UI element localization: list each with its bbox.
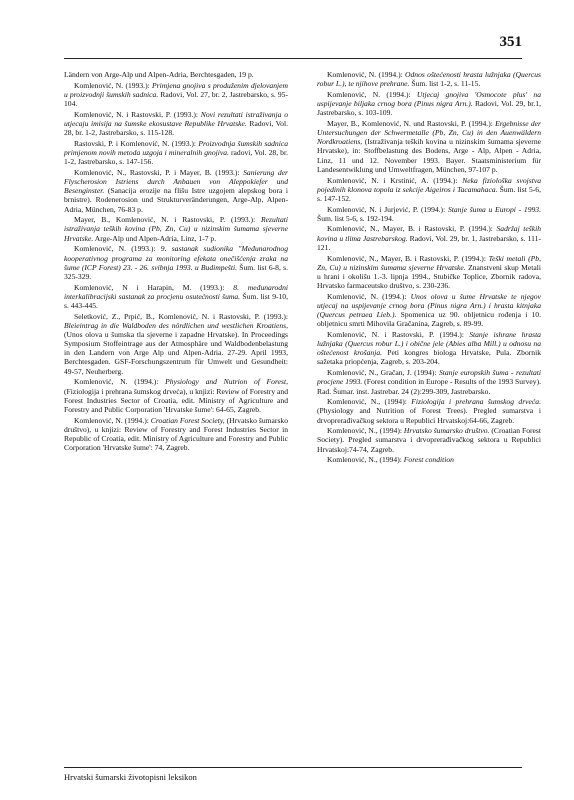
entry-title: Physiology and Nutrion of Forest,	[165, 377, 288, 387]
entry-title: Croatian Forest Society,	[150, 415, 225, 425]
entry-title: Proizvodnja šumskih sadnica primjenom novih metoda uzgoja i mineralnih gnojiva.	[64, 138, 288, 158]
bibliography-entry	[317, 90, 541, 117]
entry-text: Spomenica uz 90. obljetnicu rođenja i 10. obljetnicu smrti Mihovila Gračanina, Zagreb, s. 89-99.	[317, 310, 542, 329]
entry-text: Rastovski, P. i Komlenović, N. (1993.):	[74, 138, 199, 148]
bibliography-entry	[317, 368, 541, 395]
bibliography-entry	[64, 377, 288, 414]
bibliography-entry	[64, 283, 288, 310]
bibliography-entry	[317, 330, 541, 367]
entry-text: Komlenović, N., (1994):	[327, 397, 412, 407]
entry-text: Radovi, Vol. 27, br. 2, Jastrebarsko, s. 95-104.	[64, 89, 288, 109]
entry-text: Šum. list 5-6, s. 192-194.	[317, 213, 394, 223]
entry-text: (Hrvatsko šumarsko društvo), u knjizi: Review of Forestry and Forest Industries Sector in Republic of Croatia, edit. Ministry of Agriculture and Forestry and Public Corporation 'Hrvatske šume': 74, Zagreb.	[64, 415, 288, 453]
entry-title: Fiziologija i prehrana šumskog drveća.	[411, 397, 541, 407]
left-column	[64, 70, 288, 454]
entry-text: Komlenović, N. (1994.):	[327, 89, 417, 99]
entry-text: (Physiology and Nutrition of Forest Trees). Pregled sumarstva i drvoprerađivačkog sektora u Republici Hrvatskoj:64-66, Zagreb.	[317, 406, 541, 425]
bibliography-entry	[317, 176, 541, 203]
entry-title: Sadržaj teških kovina u tlima Jastrebarskog.	[317, 224, 541, 243]
entry-title: Neka fiziološka svojstva pojedinih klonova topola iz sekcije Aigeiros i Tacamahaca.	[317, 175, 541, 194]
bibliography-entry	[317, 224, 541, 251]
entry-title: Forest condition	[403, 455, 454, 465]
entry-text: Komlenović, N., (1994):	[327, 455, 404, 465]
bibliography-entry	[64, 70, 288, 79]
entry-title: 9. sastanak sudionika "Međunarodnog kooperativnog programa za monitoring efekata onečišćenja zraka na šume (ICP Forest) 23. - 26. svibnja 1993. u Budimpešti.	[64, 244, 288, 272]
entry-title: Rezultati istraživanja teških kovina (Pb, Zn, Cu) u nizinskim šumama sjeverne Hrvatske.	[64, 215, 288, 243]
entry-text: Komlenović, N. (1994.):	[74, 415, 151, 425]
entry-text: Radovi, Vol. 28, br. 1-2, Jastrebarsko, s. 115-128.	[64, 118, 288, 138]
entry-title: Utjecaj gnojiva 'Osmocote plus' na uspijevanje biljaka crnog bora (Pinus nigra Arn.).	[317, 89, 541, 109]
entry-text: (Forest condition in Europe - Results of the 1993 Survey). Rad. Šumar. inst. Jastrebar. 24 (2):299-309, Jastrebarsko.	[317, 377, 541, 396]
entry-text: Radovi, Vol. 29, br. 1, Jastrebarsko, s. 111-121.	[317, 233, 541, 252]
bibliography-entry	[64, 215, 288, 242]
bibliography-entry	[64, 110, 288, 137]
entry-text: Seletković, Z., Prpić, B., Komlenović, N. i Rastovski, P. (1993.):	[74, 311, 288, 321]
entry-text: Komlenović, N. (1993.):	[74, 80, 153, 90]
entry-text: Šum. list 1-2, s. 11-15.	[409, 79, 481, 89]
entry-text: Mayer, B., Komlenović, N. und Rastovski, P. (1994.):	[327, 118, 496, 128]
entry-text: (Unos olova u šumska tla sjeverne i zapadne Hrvatske). In Proceedings Symposium Stoffeintrage aus der Atmosphäre und Waldbodenbelastung in den Landern von Arge Alp und Alpen-Adria. 27-29. April 1993, Berchtesgaden. GSF-Forschungszentrum für Umwelt und Gesundheit: 49-57, Neuherberg.	[64, 329, 288, 376]
entry-title: Hrvatsko šumarsko društvo.	[403, 426, 490, 436]
right-column	[317, 70, 541, 466]
entry-title: Stanje europskih šuma - rezultati procjene 1993.	[317, 368, 541, 387]
entry-text: (Sanacija erozije na flišu Istre uzgojem alepskog bora i brnistre). Rodenerosion und Strukturveränderungen, Arge-Alp, Alpen-Adria, München, 76-83 p.	[64, 186, 288, 214]
header-rule	[64, 58, 522, 59]
entry-text: Komlenović, N., Gračan, J. (1994):	[327, 368, 439, 378]
footer-title: Hrvatski šumarski životopisni leksikon	[64, 772, 197, 782]
entry-title: Stanje ishrane hrasta lužnjaka (Quercus robur L.) i obične jele (Abies alba Mill.) u odnosu na oštećenost krošanja.	[317, 329, 541, 358]
entry-text: Šum. list 6-8, s. 325-329.	[64, 262, 288, 281]
entry-title: Bleieintrag in die Waldboden des nördlichen und westlichen Kroatiens,	[64, 320, 288, 330]
entry-text: Komlenović, N., Mayer, B. i Rastovski, P. (1994.):	[327, 253, 489, 263]
entry-title: Primjena gnojiva s produženim djelovanjem u proizvodnji šumskih sadnica.	[64, 80, 288, 99]
entry-text: Komlenović, N. (1994.):	[74, 377, 166, 387]
bibliography-entry	[317, 205, 541, 223]
entry-text: Komlenović, N. (1994.):	[327, 70, 406, 79]
entry-title: Unos olova u šume Hrvatske te njegov utjecaj na uspijevanje crnog bora (Pinus nigra Arn.) i hrasta kitnjaka (Quercus petraea Lieb.).	[317, 291, 541, 320]
entry-text: Komlenović, N. (1993.):	[74, 244, 161, 254]
bibliography-entry	[64, 168, 288, 214]
entry-text: Komlenović, N. i Rastovski, P. (1993.):	[74, 109, 201, 119]
entry-title: Odnos oštećenosti hrasta lužnjaka (Quercus robur L.), te njihove prehrane.	[317, 70, 541, 89]
bibliography-entry	[317, 70, 541, 88]
entry-text: (Croatian Forest Society). Pregled sumarstva i drvoprerađivačkog sektora u Republici Hrvatskoj:74-74, Zagreb.	[317, 426, 541, 454]
entry-text: Komlenović, N., Rastovski, P. i Mayer, B. (1993.):	[74, 167, 244, 177]
entry-text: Komlenović, N. i Rastovski, P. (1994.):	[327, 329, 470, 339]
entry-text: Komlenović, N. (1994.):	[327, 291, 411, 301]
bibliography-entry	[317, 426, 541, 453]
bibliography-entry	[317, 119, 541, 174]
entry-title: Stanje šuma u Europi - 1993.	[447, 204, 542, 214]
bibliography-entry	[64, 139, 288, 166]
entry-title: 8. međunarodni interkalibracijski sastanak za procjenu osutećnosti šuma.	[64, 282, 289, 301]
entry-text: Arge-Alp und Alpen-Adria, Linz, 1-7 p.	[93, 233, 217, 243]
entry-title: Ergebnisse der Untersuchungen der Schwermetalle (Pb, Zn, Cu) in den Auenwäldern Nordkroatiens,	[317, 118, 541, 147]
entry-text: Mayer, B., Komlenović, N. i Rastovski, P. (1993.):	[74, 215, 261, 225]
bibliography-entry	[64, 416, 288, 453]
bibliography-entry	[317, 455, 541, 464]
entry-text: Šum. list 9-10, s. 443-445.	[64, 291, 289, 310]
entry-text: Ländern von Arge-Alp und Alpen-Adria, Berchtesgaden, 19 p.	[64, 70, 254, 79]
entry-title: Teški metali (Pb, Zn, Cu) u nizinskim šumama sjeverne Hrvatske.	[317, 253, 541, 272]
bibliography-entry	[64, 81, 288, 108]
entry-text: Šum. list 5-6, s. 147-152.	[317, 184, 541, 203]
bibliography-entry	[64, 312, 288, 376]
entry-text: Komlenović, N. i Jurjević, P. (1994.):	[327, 204, 448, 214]
bibliography-entry	[317, 254, 541, 291]
entry-text: (Istraživanja teških kovina u nizinskim šumama sjeverne Hrvatske), in: Stoffbelastung des Bodens, Arge - Alp, Alpen - Adria, Linz, 11 und 12. November 1993. Bayer. Staatsministerium für Landesentwiklung und Umweltfragen, München, 97-107 p.	[317, 137, 541, 174]
entry-title: Sanierung der Flyscherosion Istriens durch Anbauen von Aleppokiefer und Besenginster.	[64, 167, 288, 196]
bibliography-entry	[317, 397, 541, 424]
bibliography-entry	[64, 244, 288, 281]
entry-text: Radovi, Vol. 29, br.1, Jastrebarsko, s. 103-109.	[317, 99, 541, 118]
entry-text: Peti kongres biologa Hrvatske, Pula. Zbornik sažetaka priopćenja, Zagreb, s. 203-204.	[317, 348, 541, 367]
entry-text: Komlenović, N., Mayer, B. i Rastovski, P. (1994.):	[327, 224, 497, 234]
entry-text: radovi, Vol. 28, br. 1-2, Jastrebarsko, s. 147-156.	[64, 148, 288, 167]
footer-rule	[64, 767, 522, 768]
entry-text: Komlenović, N i Harapin, M. (1993.):	[74, 282, 234, 292]
entry-text: Komlenović, N., (1994):	[327, 426, 404, 436]
entry-text: Znanstveni skup Metali u hrani i okolišu 1.-3. lipnja 1994., Stubičke Toplice, Zbornik radova, Hrvatsko farmaceutsko društvo, s. 230-236.	[317, 262, 542, 290]
entry-text: (Fiziologija i prehrana šumskog drveća), u knjizi: Review of Forestry and Forest Industries Sector of Croatia, edit. Ministry of Agriculture and Forestry and Public Corporation 'Hrvatske šume': 64-65, Zagreb.	[64, 386, 288, 414]
bibliography-entry	[317, 292, 541, 329]
entry-title: Novi rezultati istraživanja o utjecaju imisija na šumske ekosustave Republike Hrvatske.	[64, 109, 288, 128]
entry-text: Komlenović, N. i Krstinić, A. (1994.):	[327, 175, 463, 185]
page-number: 351	[499, 34, 522, 50]
